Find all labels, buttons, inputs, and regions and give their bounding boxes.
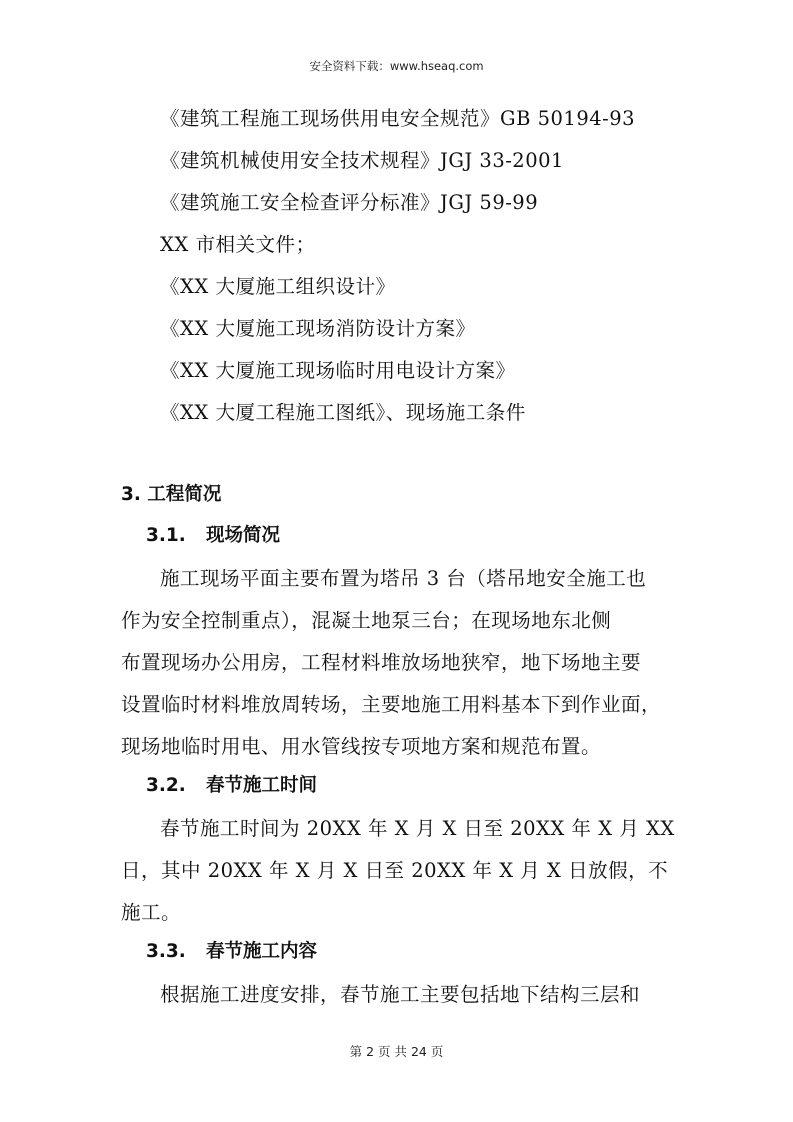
reference-item: 《建筑工程施工现场供用电安全规范》GB 50194-93	[160, 107, 636, 130]
subsection-title: 春节施工时间	[206, 775, 318, 796]
paragraph-line: 作为安全控制重点），混凝土地泵三台；在现场地东北侧	[121, 609, 612, 632]
paragraph-line: 现场地临时用电、用水管线按专项地方案和规范布置。	[121, 735, 602, 758]
subsection-heading	[146, 937, 317, 963]
page-header: 安全资料下载：www.hseaq.com	[309, 59, 484, 73]
subsection-title: 春节施工内容	[206, 941, 318, 962]
page-footer: 第 2 页 共 24 页	[349, 1044, 444, 1059]
paragraph-line: 日，其中 20XX 年 X 月 X 日至 20XX 年 X 月 X 日放假，不	[121, 859, 669, 882]
paragraph-line: 根据施工进度安排，春节施工主要包括地下结构三层和	[160, 983, 641, 1006]
reference-item: 《XX 大厦工程施工图纸》、现场施工条件	[160, 401, 526, 424]
subsection-heading	[146, 521, 280, 547]
paragraph-line: 布置现场办公用房，工程材料堆放场地狭窄，地下场地主要	[121, 651, 642, 674]
reference-item: XX 市相关文件；	[160, 233, 316, 256]
subsection-number: 3.1.	[146, 525, 186, 546]
paragraph-line: 施工。	[121, 901, 182, 924]
reference-item: 《建筑机械使用安全技术规程》JGJ 33-2001	[160, 149, 564, 172]
paragraph-line: 设置临时材料堆放周转场，主要地施工用料基本下到作业面，	[121, 693, 662, 716]
subsection-number: 3.3.	[146, 941, 186, 962]
subsection-heading	[146, 771, 317, 797]
paragraph-line: 春节施工时间为 20XX 年 X 月 X 日至 20XX 年 X 月 XX	[160, 817, 675, 840]
reference-item: 《XX 大厦施工现场消防设计方案》	[160, 317, 476, 340]
section-heading: 3. 工程简况	[121, 484, 222, 505]
reference-item: 《建筑施工安全检查评分标准》JGJ 59-99	[160, 191, 539, 214]
reference-item: 《XX 大厦施工现场临时用电设计方案》	[160, 359, 516, 382]
subsection-number: 3.2.	[146, 775, 186, 796]
reference-item: 《XX 大厦施工组织设计》	[160, 275, 396, 298]
paragraph-line: 施工现场平面主要布置为塔吊 3 台（塔吊地安全施工也	[160, 567, 647, 590]
subsection-title: 现场简况	[206, 525, 281, 546]
